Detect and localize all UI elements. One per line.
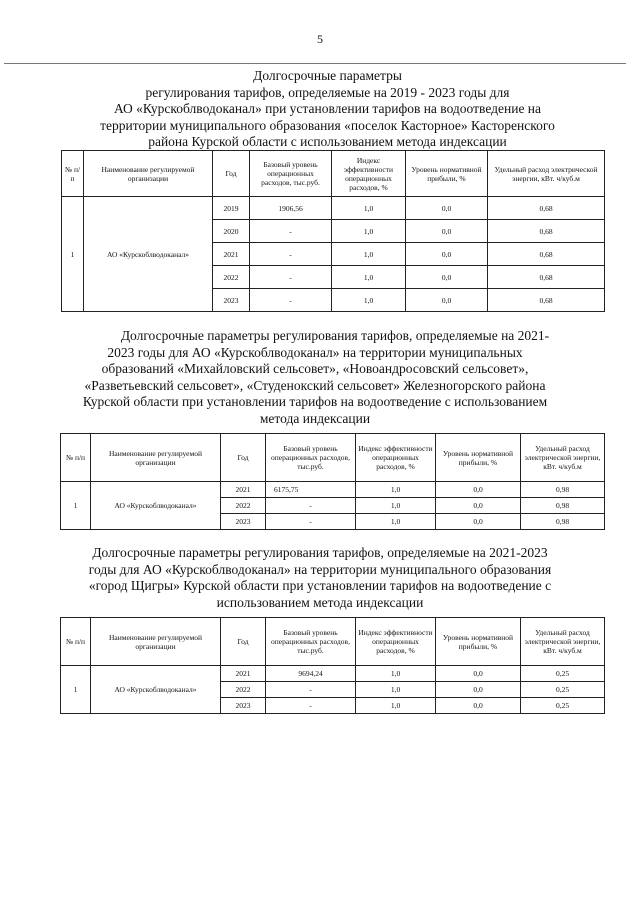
energy-cell: 0,98 xyxy=(521,498,605,514)
header-cell: Удельный расход электрической энергии, кВт. ч/куб.м xyxy=(521,618,605,666)
base-cost-cell: - xyxy=(250,243,332,266)
title-line: метода индексации xyxy=(259,410,371,426)
section-1-title xyxy=(40,68,615,151)
efficiency-index-cell: 1,0 xyxy=(356,698,436,714)
table-row xyxy=(61,666,605,682)
title-line: Курской области при установлении тарифов на водоотведение с использованием xyxy=(82,394,548,409)
energy-cell: 0,68 xyxy=(488,266,605,289)
tariff-table-1 xyxy=(61,150,605,312)
title-line: Долгосрочные параметры xyxy=(253,68,402,83)
header-cell: Базовый уровень операционных расходов, тыс.руб. xyxy=(250,151,332,197)
energy-cell: 0,25 xyxy=(521,698,605,714)
base-cost-cell: 6175,75 xyxy=(266,482,356,498)
profit-cell: 0,0 xyxy=(436,498,521,514)
header-cell: Уровень нормативной прибыли, % xyxy=(436,618,521,666)
title-line: района Курской области с использованием метода индексации xyxy=(148,134,507,149)
header-cell: Год xyxy=(221,434,266,482)
efficiency-index-cell: 1,0 xyxy=(332,243,406,266)
header-cell: Уровень нормативной прибыли, % xyxy=(436,434,521,482)
title-line: Долгосрочные параметры регулирования тарифов, определяемые на 2021- xyxy=(120,328,550,343)
header-cell: Базовый уровень операционных расходов, тыс.руб. xyxy=(266,434,356,482)
header-cell: Индекс эффективности операционных расходов, % xyxy=(332,151,406,197)
energy-cell: 0,68 xyxy=(488,220,605,243)
title-line: 2023 годы для АО «Курскоблводоканал» на территории муниципальных xyxy=(107,344,523,360)
header-rule xyxy=(4,63,626,64)
base-cost-cell: - xyxy=(266,498,356,514)
profit-cell: 0,0 xyxy=(406,197,488,220)
profit-cell: 0,0 xyxy=(406,266,488,289)
efficiency-index-cell: 1,0 xyxy=(356,666,436,682)
header-cell: Удельный расход электрической энергии, кВт. ч/куб.м xyxy=(488,151,605,197)
energy-cell: 0,68 xyxy=(488,197,605,220)
efficiency-index-cell: 1,0 xyxy=(332,266,406,289)
profit-cell: 0,0 xyxy=(436,514,521,530)
table-row xyxy=(61,482,605,498)
base-cost-cell: - xyxy=(250,266,332,289)
page-number: 5 xyxy=(317,32,323,46)
efficiency-index-cell: 1,0 xyxy=(332,197,406,220)
header-cell: № п/п xyxy=(61,618,91,666)
year-cell: 2022 xyxy=(221,498,266,514)
title-line: Долгосрочные параметры регулирования тарифов, определяемые на 2021-2023 xyxy=(92,545,548,560)
efficiency-index-cell: 1,0 xyxy=(356,482,436,498)
energy-cell: 0,68 xyxy=(488,289,605,312)
year-cell: 2022 xyxy=(221,682,266,698)
title-line: «город Щигры» Курской области при установлении тарифов на водоотведение с xyxy=(88,578,552,593)
efficiency-index-cell: 1,0 xyxy=(356,498,436,514)
profit-cell: 0,0 xyxy=(406,243,488,266)
base-cost-cell: 9694,24 xyxy=(266,666,356,682)
energy-cell: 0,25 xyxy=(521,666,605,682)
year-cell: 2021 xyxy=(213,243,250,266)
year-cell: 2019 xyxy=(213,197,250,220)
table-header-row xyxy=(61,618,605,666)
base-cost-cell: 1906,56 xyxy=(250,197,332,220)
header-cell: Индекс эффективности операционных расходов, % xyxy=(356,618,436,666)
year-cell: 2021 xyxy=(221,482,266,498)
title-line: территории муниципального образования «поселок Касторное» Касторенского xyxy=(100,117,555,133)
header-cell: Удельный расход электрической энергии, кВт. ч/куб.м xyxy=(521,434,605,482)
year-cell: 2021 xyxy=(221,666,266,682)
table-header-row xyxy=(61,434,605,482)
profit-cell: 0,0 xyxy=(436,482,521,498)
header-cell: № п/п xyxy=(61,434,91,482)
header-cell: Наименование регулируемой организации xyxy=(91,434,221,482)
efficiency-index-cell: 1,0 xyxy=(356,514,436,530)
profit-cell: 0,0 xyxy=(436,698,521,714)
table-row xyxy=(62,197,605,220)
efficiency-index-cell: 1,0 xyxy=(332,220,406,243)
profit-cell: 0,0 xyxy=(436,682,521,698)
header-cell: Год xyxy=(221,618,266,666)
row-number: 1 xyxy=(62,197,84,312)
tariff-table-2 xyxy=(60,433,605,530)
header-cell: Год xyxy=(213,151,250,197)
energy-cell: 0,98 xyxy=(521,482,605,498)
section-2-title xyxy=(20,328,610,427)
title-line: «Разветьевский сельсовет», «Студенокский сельсовет» Железногорского района xyxy=(84,377,546,393)
energy-cell: 0,98 xyxy=(521,514,605,530)
efficiency-index-cell: 1,0 xyxy=(332,289,406,312)
title-line: образований «Михайловский сельсовет», «Новоандросовский сельсовет», xyxy=(101,361,529,376)
year-cell: 2023 xyxy=(221,514,266,530)
header-cell: № п/ п xyxy=(62,151,84,197)
header-cell: Уровень нормативной прибыли, % xyxy=(406,151,488,197)
organization-name: АО «Курскоблводоканал» xyxy=(84,197,213,312)
year-cell: 2022 xyxy=(213,266,250,289)
title-line: АО «Курскоблводоканал» при установлении тарифов на водоотведение на xyxy=(113,101,542,116)
base-cost-cell: - xyxy=(266,698,356,714)
header-cell: Наименование регулируемой организации xyxy=(91,618,221,666)
energy-cell: 0,68 xyxy=(488,243,605,266)
tariff-table-3 xyxy=(60,617,605,714)
row-number: 1 xyxy=(61,666,91,714)
profit-cell: 0,0 xyxy=(406,220,488,243)
base-cost-cell: - xyxy=(266,682,356,698)
year-cell: 2020 xyxy=(213,220,250,243)
header-cell: Базовый уровень операционных расходов, тыс.руб. xyxy=(266,618,356,666)
profit-cell: 0,0 xyxy=(406,289,488,312)
title-line: годы для АО «Курскоблводоканал» на территории муниципального образования xyxy=(88,561,552,577)
base-cost-cell: - xyxy=(250,220,332,243)
organization-name: АО «Курскоблводоканал» xyxy=(91,482,221,530)
section-3-title xyxy=(20,545,620,611)
title-line: использованием метода индексации xyxy=(216,594,424,610)
energy-cell: 0,25 xyxy=(521,682,605,698)
organization-name: АО «Курскоблводоканал» xyxy=(91,666,221,714)
title-line: регулирования тарифов, определяемые на 2019 - 2023 годы для xyxy=(145,84,510,100)
year-cell: 2023 xyxy=(213,289,250,312)
header-cell: Наименование регулируемой организации xyxy=(84,151,213,197)
base-cost-cell: - xyxy=(266,514,356,530)
header-cell: Индекс эффективности операционных расходов, % xyxy=(356,434,436,482)
profit-cell: 0,0 xyxy=(436,666,521,682)
year-cell: 2023 xyxy=(221,698,266,714)
efficiency-index-cell: 1,0 xyxy=(356,682,436,698)
table-header-row xyxy=(62,151,605,197)
base-cost-cell: - xyxy=(250,289,332,312)
row-number: 1 xyxy=(61,482,91,530)
